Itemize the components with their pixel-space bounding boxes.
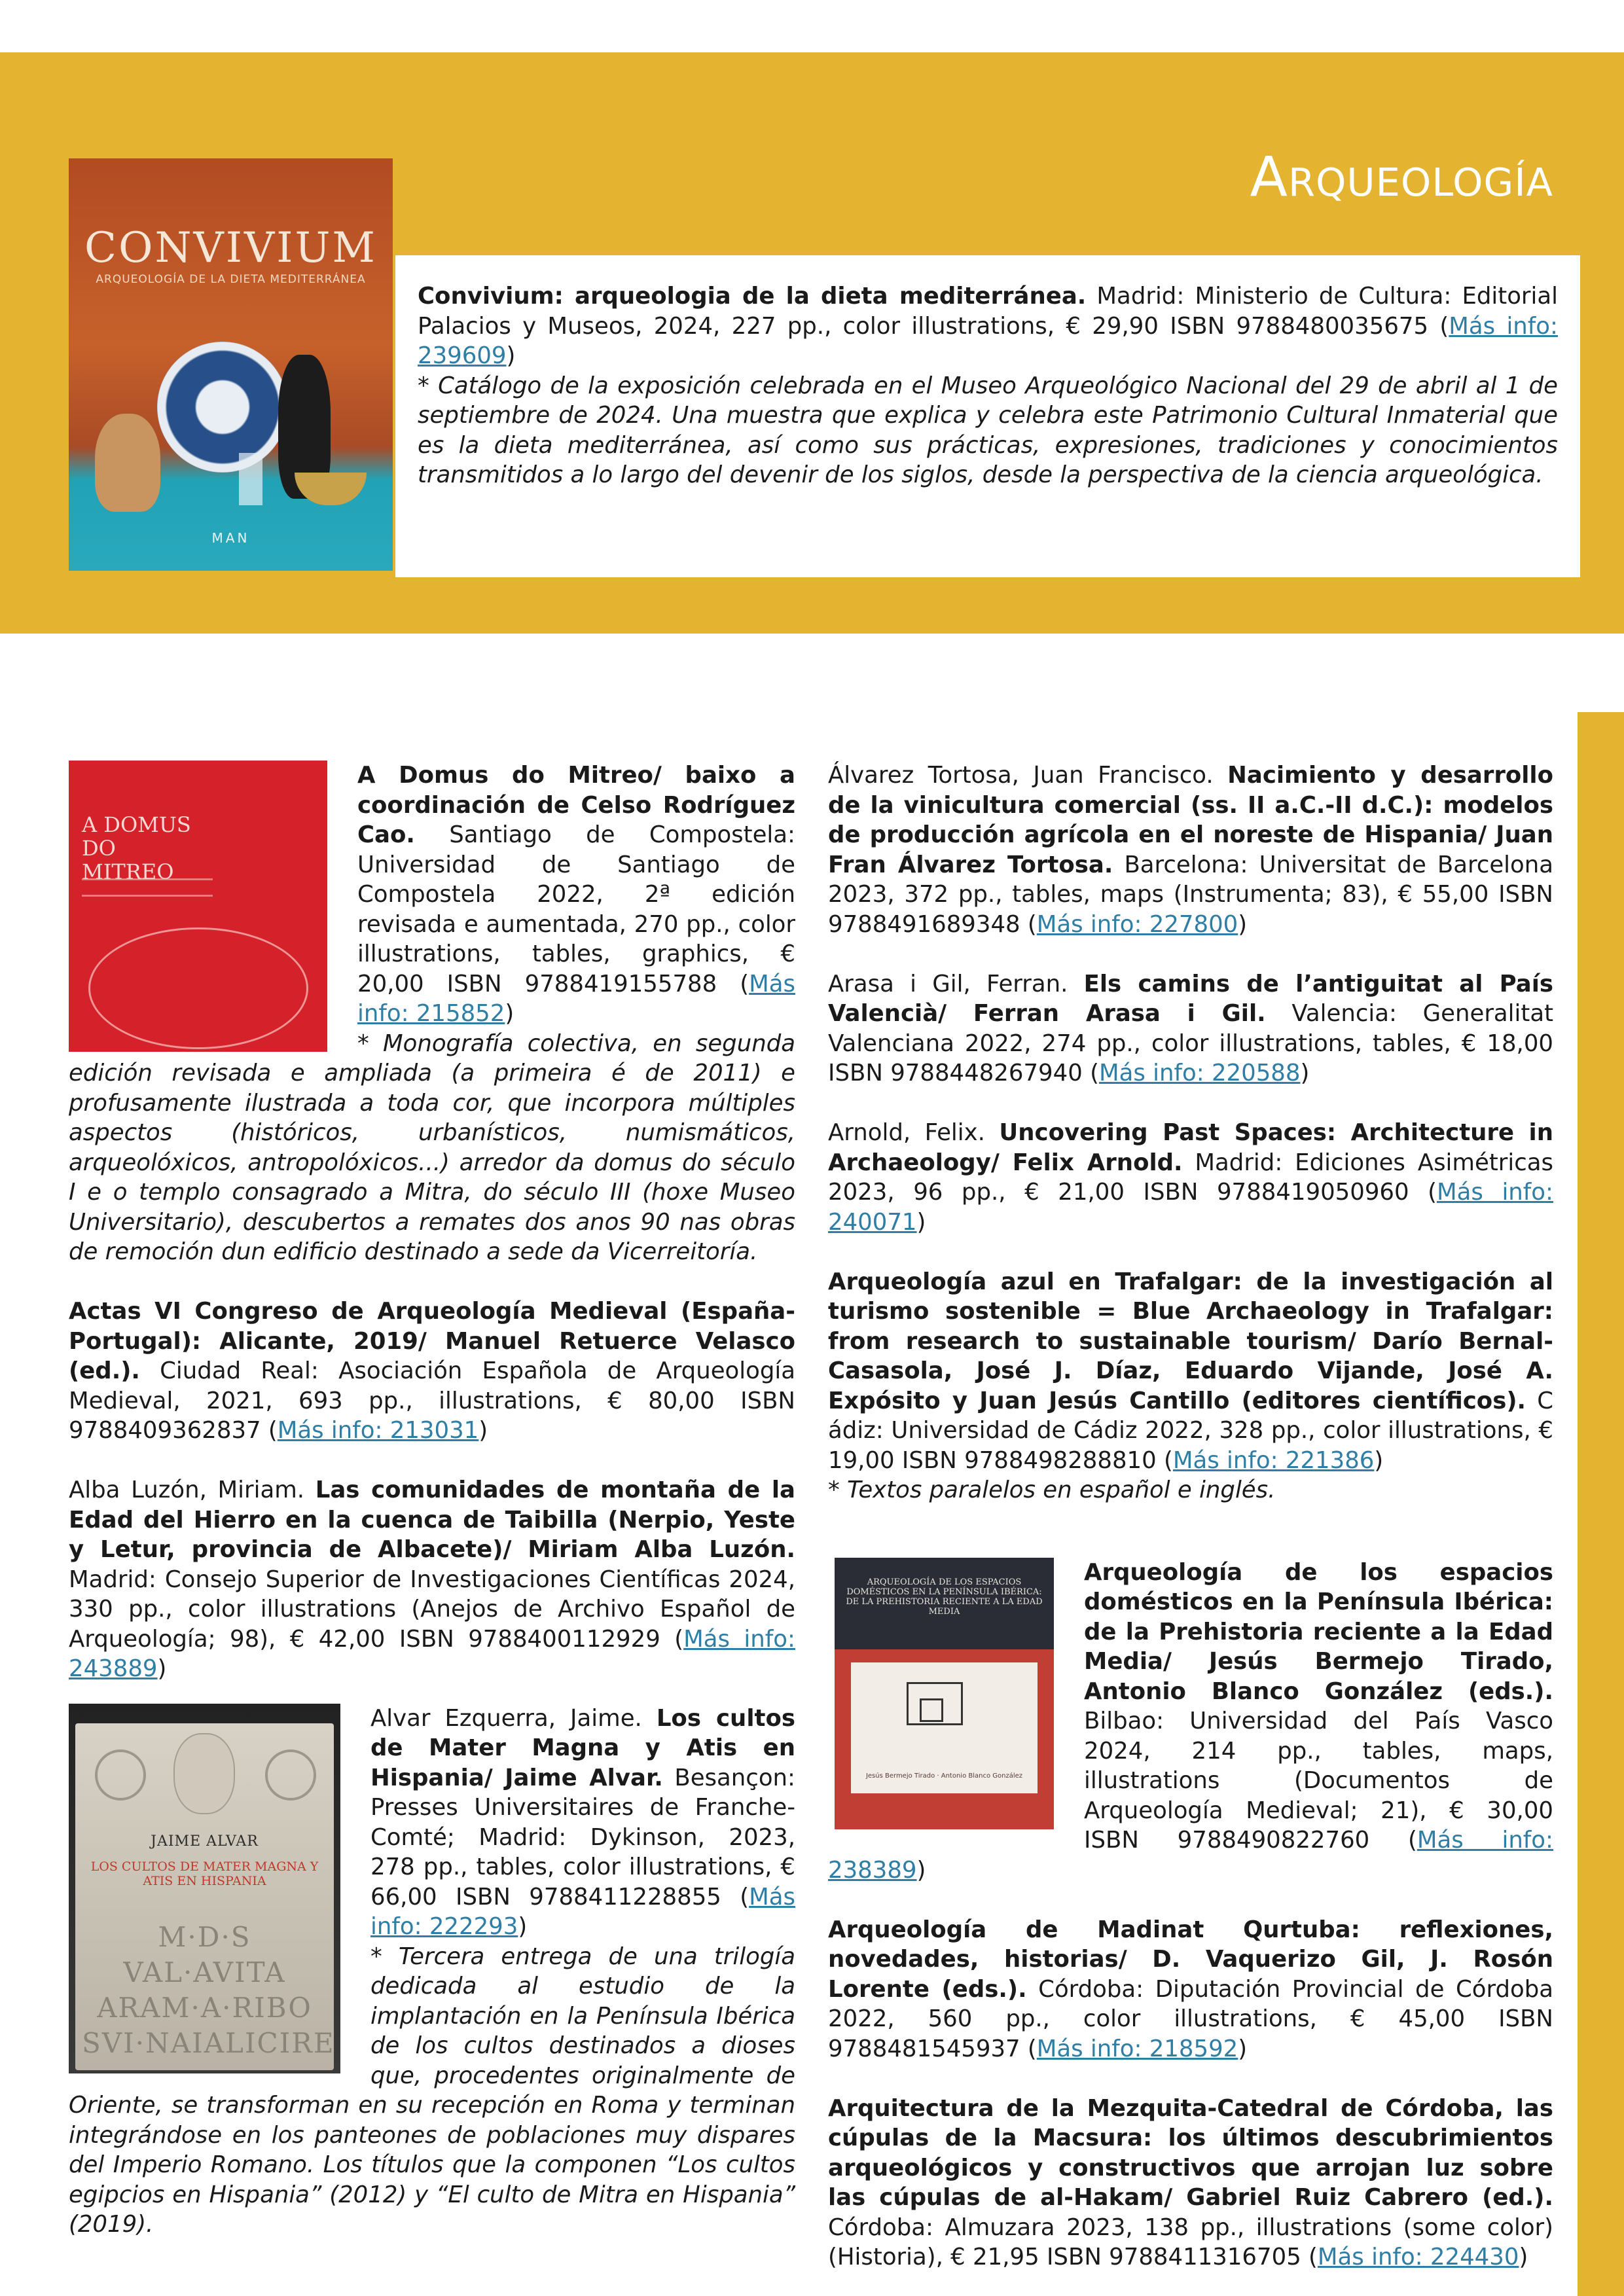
- cover-title: CONVIVIUM: [84, 224, 377, 272]
- cover-subtitle-lines: [82, 878, 213, 897]
- book-cover-espacios-domesticos: [835, 1558, 1054, 1829]
- entry-details: Santiago de Compostela: Universidad de Santiago de Compostela 2022, 2ª edición revisada e aumentada, 270 pp., color illustrations, tables, graphics, € 20,00 ISBN 9788419155788 (: [357, 821, 795, 997]
- bowl-illustration: [295, 473, 367, 505]
- cover-authors: Jesús Bermejo Tirado · Antonio Blanco González: [865, 1772, 1023, 1780]
- more-info-link[interactable]: Más info: 222293: [370, 1883, 795, 1940]
- entry-note: * Textos paralelos en español e inglés.: [828, 1477, 1276, 1503]
- entry-title: Uncovering Past Spaces: Architecture in Archaeology/ Felix Arnold.: [828, 1119, 1553, 1176]
- plate-illustration: [157, 342, 288, 473]
- entry-madinat-qurtuba: Arqueología de Madinat Qurtuba: reflexiones, novedades, historias/ D. Vaquerizo Gil, J. Rosón Lorente (eds.). Córdoba: Diputación Provincial de Córdoba 2022, 560 pp., color illustrations, € 45,00 ISBN 9788481545937 (Más info: 218592): [828, 1916, 1553, 2062]
- entry-details: Barcelona: Universitat de Barcelona 2023, 372 pp., tables, maps (Instrumenta; 83), € 55,00 ISBN 9788491689348 (: [828, 851, 1554, 938]
- entry-author: Alba Luzón, Miriam.: [69, 1477, 316, 1503]
- feature-entry-box: [395, 255, 1580, 577]
- entry-cultos-mater-magna: Alvar Ezquerra, Jaime. Los cultos de Mater Magna y Atis en Hispania/ Jaime Alvar. Besançon: Presses Universitaires de Franche-Comté; Madrid: Dykinson, 2023, 278 pp., tables, color illustrations, € 66,00 ISBN 9788411228855 (Más info: 222293): [370, 1704, 795, 1940]
- right-column: [828, 761, 1553, 2272]
- rosette-icon: [265, 1749, 316, 1801]
- entry-note: * Catálogo de la exposición celebrada en el Museo Arqueológico Nacional del 29 de abril al 1 de septiembre de 2024. Una muestra que explica y celebra este Patrimonio Cultural Inmaterial que es la dieta mediterránea, así como sus prácticas, expresiones, tradiciones y conocimientos transmitidos a lo largo del devenir de los siglos, desde la perspectiva de la ciencia arqueológica.: [418, 372, 1558, 488]
- entry-details: Madrid: Ediciones Asimétricas 2023, 96 pp., € 21,00 ISBN 9788419050960 (: [828, 1149, 1553, 1206]
- book-cover-cultos-mater-magna: [69, 1704, 340, 2073]
- entry-details: Besançon: Presses Universitaires de Franche-Comté; Madrid: Dykinson, 2023, 278 pp., tables, color illustrations, € 66,00 ISBN 9788411228855 (: [370, 1764, 795, 1910]
- entry-details: Córdoba: Diputación Provincial de Córdoba 2022, 560 pp., color illustrations, € 45,00 ISBN 9788481545937 (: [828, 1975, 1553, 2062]
- side-accent-bar: [1578, 712, 1624, 2296]
- entry-details: Bilbao: Universidad del País Vasco 2024, 214 pp., tables, maps, illustrations (Documentos de Arqueología Medieval; 21), € 30,00 ISBN 9788490822760 (: [1084, 1708, 1553, 1854]
- entry-domus-mitreo: A Domus do Mitreo/ baixo a coordinación de Celso Rodríguez Cao. Santiago de Compostela: Universidad de Santiago de Compostela 2022, 2ª edición revisada e aumentada, 270 pp., color illustrations, tables, graphics, € 20,00 ISBN 9788419155788 (Más info: 215852): [357, 762, 795, 1027]
- cover-title: A DOMUS DO MITREO: [82, 812, 191, 884]
- floor-plan-illustration: [920, 1698, 943, 1722]
- more-info-link[interactable]: Más info: 220588: [1098, 1060, 1301, 1086]
- entry-title: Actas VI Congreso de Arqueología Medieval (España-Portugal): Alicante, 2019/ Manuel Retuerce Velasco (ed.).: [69, 1298, 795, 1384]
- section-title: Arqueología: [1250, 145, 1553, 209]
- entry-title: Arqueología de los espacios domésticos en la Península Ibérica: de la Prehistoria reciente a la Edad Media/ Jesús Bermejo Tirado, Antonio Blanco González (eds.).: [1084, 1558, 1553, 1705]
- entry-title: Arqueología azul en Trafalgar: de la investigación al turismo sostenible = Blue Archaeology in Trafalgar: from research to sustainable tourism/ Darío Bernal-Casasola, José J. Díaz, Eduardo Vijande, José A. Expósito y Juan Jesús Cantillo (editores científicos).: [828, 1268, 1553, 1414]
- entry-note: * Monografía colectiva, en segunda edición revisada e ampliada (a primeira é de 2011) e profusamente ilustrada a toda cor, que incorpora múltiples aspectos (históricos, urbanísticos, numismáticos, arqueolóxicos, antropolóxicos...) arredor da domus do século I e o templo consagrado a Mitra, do século III (hoxe Museo Universitario), descubertos a remates dos anos 90 nas obras de remoción dun edificio destinado a sede da Vicerreitoría.: [69, 1030, 795, 1265]
- book-cover-domus-mitreo: [69, 761, 327, 1052]
- left-column: [69, 761, 795, 2240]
- more-info-link[interactable]: Más info: 240071: [828, 1179, 1553, 1236]
- cover-emblem: [88, 927, 308, 1049]
- entry-title: A Domus do Mitreo/ baixo a coordinación de Celso Rodríguez Cao.: [357, 762, 795, 848]
- cover-publisher-mark: MAN: [211, 530, 250, 546]
- entry-author: Alvar Ezquerra, Jaime.: [370, 1704, 657, 1732]
- cover-title: ARQUEOLOGÍA DE LOS ESPACIOS DOMÉSTICOS EN LA PENÍNSULA IBÉRICA: DE LA PREHISTORIA RECIENTE A LA EDAD MEDIA: [846, 1577, 1043, 1617]
- entry-author: Arnold, Felix.: [828, 1119, 1000, 1146]
- more-info-link[interactable]: Más info: 227800: [1036, 910, 1238, 938]
- jug-illustration: [95, 414, 160, 512]
- more-info-link[interactable]: Más info: 221386: [1172, 1446, 1375, 1474]
- entry-details: Madrid: Consejo Superior de Investigaciones Científicas 2024, 330 pp., color illustrations (Anejos de Archivo Español de Arqueología; 98), € 42,00 ISBN 9788400112929 (: [69, 1566, 795, 1653]
- entry-details: Ciudad Real: Asociación Española de Arqueología Medieval, 2021, 693 pp., illustrations, € 80,00 ISBN 9788409362837 (: [69, 1357, 795, 1444]
- entry-comunidades-montana: Alba Luzón, Miriam. Las comunidades de montaña de la Edad del Hierro en la cuenca de Taibilla (Nerpio, Yeste y Letur, provincia de Albacete)/ Miriam Alba Luzón. Madrid: Consejo Superior de Investigaciones Científicas 2024, 330 pp., color illustrations (Anejos de Archivo Español de Arqueología; 98), € 42,00 ISBN 9788400112929 (Más info: 243889): [69, 1477, 795, 1682]
- cover-title: LOS CULTOS DE MATER MAGNA Y ATIS EN HISPANIA: [90, 1859, 319, 1888]
- entry-title: Los cultos de Mater Magna y Atis en Hispania/ Jaime Alvar.: [370, 1704, 795, 1791]
- cover-inscription: M·D·S VAL·AVITA ARAM·A·RIBO SVI·NAIALICIRE: [82, 1920, 335, 2059]
- entry-mezquita-catedral: Arquitectura de la Mezquita-Catedral de Córdoba, las cúpulas de la Macsura: los últimos descubrimientos arqueológicos y constructivos que arrojan luz sobre las cúpulas de al-Hakam/ Gabriel Ruiz Cabrero (ed.). Córdoba: Almuzara 2023, 138 pp., illustrations (some color) (Historia), € 21,95 ISBN 9788411316705 (Más info: 224430): [828, 2094, 1553, 2270]
- head-relief: [173, 1733, 235, 1814]
- entry-title: Convivium: arqueologia de la dieta mediterránea.: [418, 283, 1087, 310]
- entry-details: Madrid: Ministerio de Cultura: Editorial Palacios y Museos, 2024, 227 pp., color illustrations, € 29,90 ISBN 9788480035675 (: [418, 283, 1558, 340]
- entry-details: Córdoba: Almuzara 2023, 138 pp., illustrations (some color) (Historia), € 21,95 ISBN 9788411316705 (: [828, 2214, 1553, 2270]
- cover-subtitle: ARQUEOLOGÍA DE LA DIETA MEDITERRÁNEA: [96, 273, 366, 286]
- feature-entry: Convivium: arqueologia de la dieta mediterránea. Madrid: Ministerio de Cultura: Editorial Palacios y Museos, 2024, 227 pp., color illustrations, € 29,90 ISBN 9788480035675 (Más info: 239609): [418, 283, 1558, 369]
- entry-title: Arquitectura de la Mezquita-Catedral de Córdoba, las cúpulas de la Macsura: los últimos descubrimientos arqueológicos y constructivos que arrojan luz sobre las cúpulas de al-Hakam/ Gabriel Ruiz Cabrero (ed.).: [828, 2094, 1553, 2211]
- entry-actas-congreso: Actas VI Congreso de Arqueología Medieval (España-Portugal): Alicante, 2019/ Manuel Retuerce Velasco (ed.). Ciudad Real: Asociación Española de Arqueología Medieval, 2021, 693 pp., illustrations, € 80,00 ISBN 9788409362837 (Más info: 213031): [69, 1298, 795, 1444]
- entry-arqueologia-azul: Arqueología azul en Trafalgar: de la investigación al turismo sostenible = Blue Archaeology in Trafalgar: from research to sustainable tourism/ Darío Bernal-Casasola, José J. Díaz, Eduardo Vijande, José A. Expósito y Juan Jesús Cantillo (editores científicos). C ádiz: Universidad de Cádiz 2022, 328 pp., color illustrations, € 19,00 ISBN 9788498288810 (Más info: 221386): [828, 1268, 1553, 1474]
- book-cover-convivium: [69, 158, 393, 571]
- entry-note: * Tercera entrega de una trilogía dedicada al estudio de la implantación en la Península Ibérica de los cultos destinados a dioses que, procedentes originalmente de Oriente, se transforman en su recepción en Roma y terminan integrándose en los panteones de poblaciones muy dispares del Imperio Romano. Los títulos que la componen “Los cultos egipcios en Hispania” (2012) y “El culto de Mitra en Hispania” (2019).: [69, 1943, 795, 2238]
- entry-details: Valencia: Generalitat Valenciana 2022, 274 pp., color illustrations, tables, € 18,00 ISBN 9788448267940 (: [828, 1000, 1553, 1086]
- more-info-link[interactable]: Más info: 218592: [1036, 2035, 1238, 2062]
- more-info-link[interactable]: Más info: 213031: [277, 1417, 479, 1444]
- entry-title: Els camins de l’antiguitat al País Valencià/ Ferran Arasa i Gil.: [828, 970, 1554, 1027]
- entry-camins-antiguitat: Arasa i Gil, Ferran. Els camins de l’antiguitat al País Valencià/ Ferran Arasa i Gil. Valencia: Generalitat Valenciana 2022, 274 pp., color illustrations, tables, € 18,00 ISBN 9788448267940 (Más info: 220588): [828, 970, 1554, 1086]
- more-info-link[interactable]: Más info: 238389: [828, 1827, 1553, 1884]
- entry-title: Las comunidades de montaña de la Edad del Hierro en la cuenca de Taibilla (Nerpio, Yeste y Letur, provincia de Albacete)/ Miriam Alba Luzón.: [69, 1477, 795, 1563]
- entry-author: Álvarez Tortosa, Juan Francisco.: [828, 762, 1228, 789]
- glass-illustration: [239, 453, 262, 505]
- rosette-icon: [95, 1749, 146, 1801]
- more-info-link[interactable]: Más info: 215852: [357, 970, 795, 1027]
- more-info-link[interactable]: Más info: 224430: [1317, 2244, 1519, 2270]
- cover-author: JAIME ALVAR: [151, 1833, 259, 1850]
- more-info-link[interactable]: Más info: 239609: [418, 312, 1558, 369]
- entry-title: Arqueología de Madinat Qurtuba: reflexiones, novedades, historias/ D. Vaquerizo Gil, J. Rosón Lorente (eds.).: [828, 1916, 1553, 2003]
- entry-details: C ádiz: Universidad de Cádiz 2022, 328 pp., color illustrations, € 19,00 ISBN 9788498288810 (: [828, 1387, 1553, 1474]
- more-info-link[interactable]: Más info: 243889: [69, 1625, 795, 1682]
- entry-espacios-domesticos: Arqueología de los espacios domésticos en la Península Ibérica: de la Prehistoria reciente a la Edad Media/ Jesús Bermejo Tirado, Antonio Blanco González (eds.). Bilbao: Universidad del País Vasco 2024, 214 pp., tables, maps, illustrations (Documentos de Arqueología Medieval; 21), € 30,00 ISBN 9788490822760 (Más info: 238389): [828, 1558, 1553, 1884]
- entry-author: Arasa i Gil, Ferran.: [828, 970, 1084, 997]
- entry-uncovering-past-spaces: Arnold, Felix. Uncovering Past Spaces: Architecture in Archaeology/ Felix Arnold. Madrid: Ediciones Asimétricas 2023, 96 pp., € 21,00 ISBN 9788419050960 (Más info: 240071): [828, 1119, 1553, 1236]
- entry-vinicultura-comercial: Álvarez Tortosa, Juan Francisco. Nacimiento y desarrollo de la vinicultura comercial (ss. II a.C.-II d.C.): modelos de producción agrícola en el noreste de Hispania/ Juan Fran Álvarez Tortosa. Barcelona: Universitat de Barcelona 2023, 372 pp., tables, maps (Instrumenta; 83), € 55,00 ISBN 9788491689348 (Más info: 227800): [828, 762, 1554, 938]
- entry-title: Nacimiento y desarrollo de la vinicultura comercial (ss. II a.C.-II d.C.): modelos de producción agrícola en el noreste de Hispania/ Juan Fran Álvarez Tortosa.: [828, 762, 1553, 878]
